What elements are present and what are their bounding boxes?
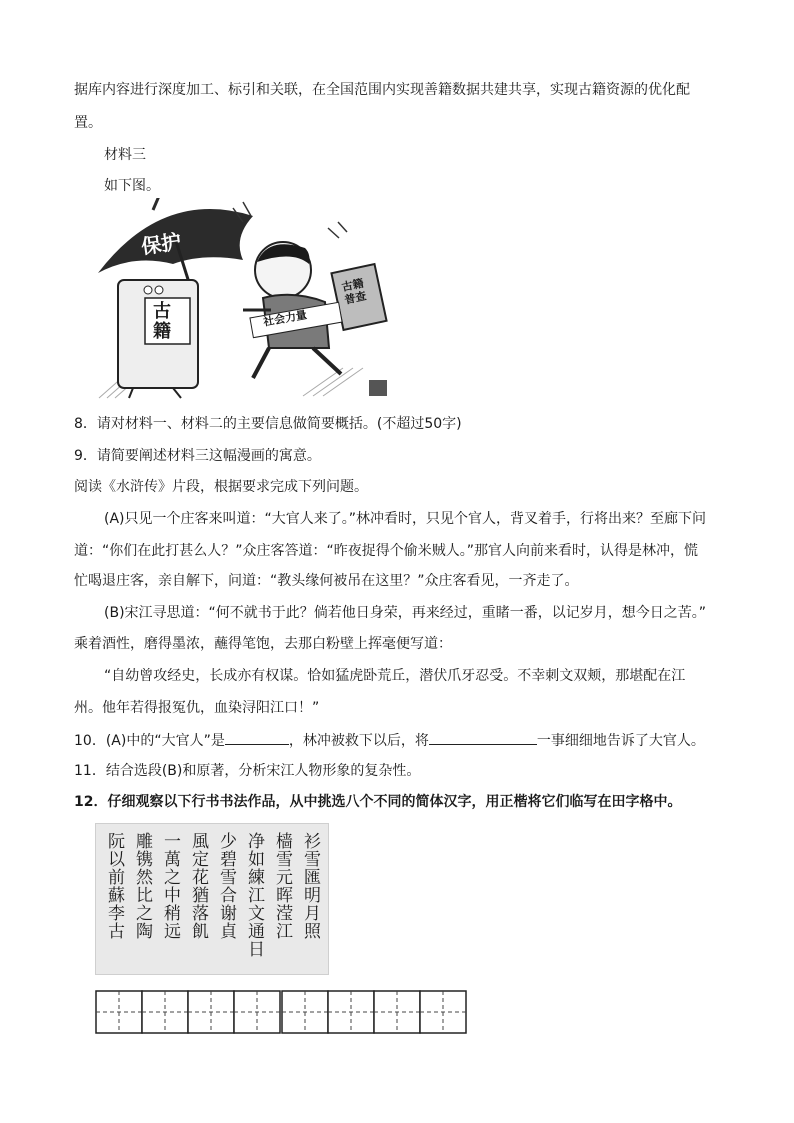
calligraphy-column: 風定花猶落飢	[188, 832, 208, 940]
question-10-text: 一事细细地告诉了大官人。	[536, 733, 705, 749]
question-12: 12．仔细观察以下行书书法作品，从中挑选八个不同的简体汉字，用正楷将它们临写在田字格中。	[74, 794, 682, 810]
passage-b-line: 乘着酒性，磨得墨浓，蘸得笔饱，去那白粉壁上挥毫便写道：	[74, 636, 452, 652]
calligraphy-column: 少碧雪合谢貞	[216, 832, 236, 940]
sash-label: 社会力量	[262, 308, 308, 329]
paragraph-line: 据库内容进行深度加工、标引和关联，在全国范围内实现善籍数据共建共享，实现古籍资源的优化配	[74, 82, 690, 98]
passage-a-line: 忙喝退庄客，亲自解下，问道：“教头缘何被吊在这里？”众庄客看见，一齐走了。	[74, 573, 579, 589]
tianzige-grid[interactable]	[95, 990, 467, 1038]
material-title: 材料三	[104, 147, 146, 163]
question-10	[74, 729, 705, 751]
answer-blank-event[interactable]	[429, 729, 537, 745]
tianzige-cell[interactable]	[96, 991, 142, 1033]
tianzige-cell[interactable]	[282, 991, 328, 1033]
calligraphy-column: 阮以前蘇李古	[104, 832, 124, 940]
calligraphy-column: 雕镌然比之陶	[132, 832, 152, 940]
calligraphy-column: 樯雪元晖滢江	[272, 832, 292, 940]
question-8: 8．请对材料一、材料二的主要信息做简要概括。(不超过50字)	[74, 416, 462, 432]
passage-b-line: (B)宋江寻思道：“何不就书于此？倘若他日身荣，再来经过，重睹一番，以记岁月，想今日之苦。”	[104, 605, 707, 621]
tianzige-cell[interactable]	[188, 991, 234, 1033]
passage-a-line: (A)只见一个庄客来叫道：“大官人来了。”林冲看时，只见个官人，背叉着手，行将出来？至廊下问	[104, 511, 707, 527]
book-label: 古籍	[153, 301, 171, 342]
tianzige-cell[interactable]	[234, 991, 280, 1033]
poem-line: 州。他年若得报冤仇，血染浔阳江口！”	[74, 700, 320, 716]
calligraphy-image	[95, 823, 329, 975]
question-11: 11．结合选段(B)和原著，分析宋江人物形象的复杂性。	[74, 763, 421, 779]
tianzige-cell[interactable]	[328, 991, 374, 1033]
question-10-text: 10．(A)中的“大官人”是	[74, 733, 225, 749]
paragraph-line: 置。	[74, 115, 102, 131]
reading-intro: 阅读《水浒传》片段，根据要求完成下列问题。	[74, 479, 368, 495]
calligraphy-column: 一萬之中稍远	[160, 832, 180, 940]
box-label: 古籍普查	[340, 276, 368, 307]
tianzige-cell[interactable]	[420, 991, 466, 1033]
passage-a-line: 道：“你们在此打甚么人？”众庄客答道：“昨夜捉得个偷米贼人。”那官人向前来看时，认得是林冲，慌	[74, 543, 699, 559]
calligraphy-column: 衫雪匯明月照	[300, 832, 320, 940]
poem-line: “自幼曾攻经史，长成亦有权谋。恰如猛虎卧荒丘，潜伏爪牙忍受。不幸刺文双颊，那堪配在江	[104, 668, 686, 684]
umbrella-label: 保护	[139, 229, 183, 259]
tianzige-cell[interactable]	[374, 991, 420, 1033]
calligraphy-column: 净如練江文通日	[244, 832, 264, 958]
cartoon-illustration	[93, 198, 393, 402]
tianzige-cell[interactable]	[142, 991, 188, 1033]
question-10-text: ，林冲被救下以后，将	[288, 733, 429, 749]
answer-blank-official[interactable]	[225, 729, 289, 745]
material-desc: 如下图。	[104, 178, 160, 194]
question-9: 9．请简要阐述材料三这幅漫画的寓意。	[74, 448, 321, 464]
